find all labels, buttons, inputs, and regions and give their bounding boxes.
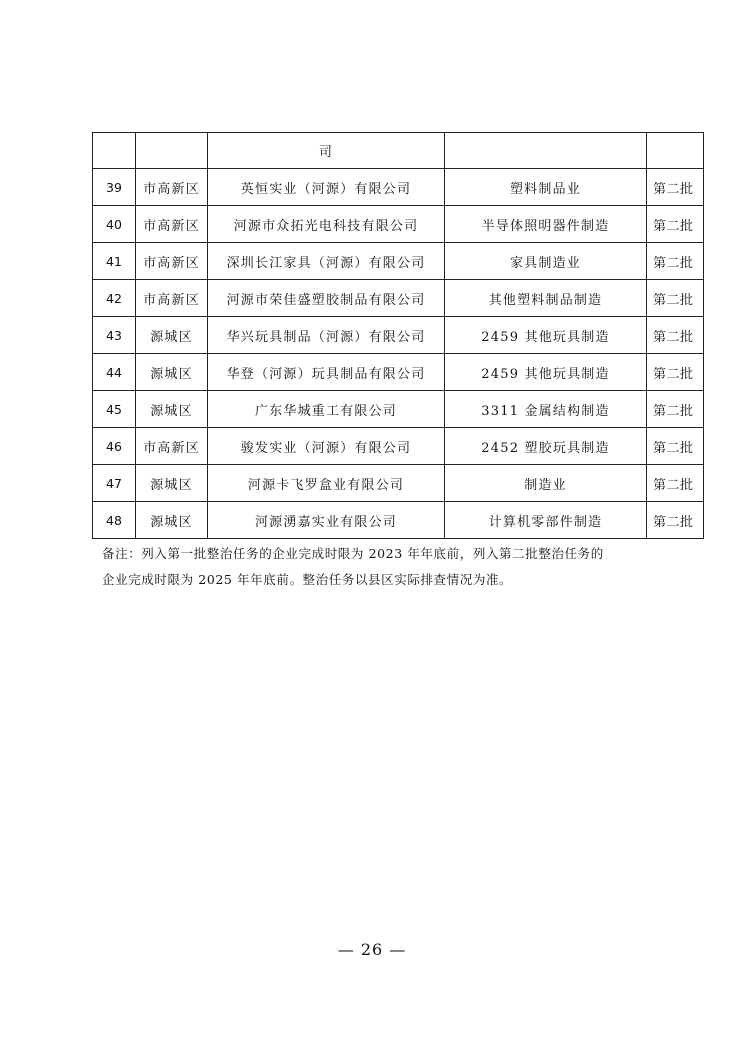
table-row [93, 169, 704, 206]
table-row [93, 243, 704, 280]
cell-company: 河源市荣佳盛塑胶制品有限公司 [208, 280, 445, 317]
cell-num: 41 [93, 243, 136, 280]
cell-district: 市高新区 [136, 243, 208, 280]
cell-batch: 第二批 [647, 391, 704, 428]
cell-district: 源城区 [136, 502, 208, 539]
page-number: — 26 — [337, 940, 407, 959]
cell-batch: 第二批 [647, 243, 704, 280]
cell-industry: 塑料制品业 [445, 169, 647, 206]
footnote [102, 541, 702, 593]
cell-district: 源城区 [136, 465, 208, 502]
footnote-line-1: 备注：列入第一批整治任务的企业完成时限为 2023 年年底前，列入第二批整治任务的 [102, 546, 604, 561]
cell-batch: 第二批 [647, 465, 704, 502]
cell-company: 华登（河源）玩具制品有限公司 [208, 354, 445, 391]
table-row [93, 465, 704, 502]
cell-batch: 第二批 [647, 428, 704, 465]
cell-industry: 3311 金属结构制造 [445, 391, 647, 428]
table-row [93, 428, 704, 465]
cell-num: 40 [93, 206, 136, 243]
cell-batch: 第二批 [647, 502, 704, 539]
enterprise-table [92, 132, 704, 539]
cell-company: 骏发实业（河源）有限公司 [208, 428, 445, 465]
cell-num: 45 [93, 391, 136, 428]
cell-district: 市高新区 [136, 280, 208, 317]
cell-num: 42 [93, 280, 136, 317]
cell-company: 英恒实业（河源）有限公司 [208, 169, 445, 206]
cell-batch: 第二批 [647, 354, 704, 391]
cell-num: 48 [93, 502, 136, 539]
table-row [93, 280, 704, 317]
cell-industry: 其他塑料制品制造 [445, 280, 647, 317]
cell-district: 市高新区 [136, 206, 208, 243]
cell-district: 市高新区 [136, 428, 208, 465]
cell-industry: 2459 其他玩具制造 [445, 354, 647, 391]
cell-industry [445, 133, 647, 169]
cell-batch: 第二批 [647, 206, 704, 243]
cell-industry: 家具制造业 [445, 243, 647, 280]
cell-district [136, 133, 208, 169]
cell-num: 46 [93, 428, 136, 465]
cell-district: 源城区 [136, 354, 208, 391]
cell-industry: 2459 其他玩具制造 [445, 317, 647, 354]
cell-district: 市高新区 [136, 169, 208, 206]
cell-company: 河源卡飞罗盒业有限公司 [208, 465, 445, 502]
cell-industry: 2452 塑胶玩具制造 [445, 428, 647, 465]
cell-num [93, 133, 136, 169]
table-row [93, 206, 704, 243]
table-row [93, 317, 704, 354]
cell-company: 广东华城重工有限公司 [208, 391, 445, 428]
table-body [93, 133, 704, 539]
table-row-continuation [93, 133, 704, 169]
table-row [93, 391, 704, 428]
cell-company: 深圳长江家具（河源）有限公司 [208, 243, 445, 280]
cell-company: 华兴玩具制品（河源）有限公司 [208, 317, 445, 354]
table-row [93, 354, 704, 391]
cell-batch [647, 133, 704, 169]
cell-industry: 计算机零部件制造 [445, 502, 647, 539]
cell-district: 源城区 [136, 317, 208, 354]
cell-batch: 第二批 [647, 280, 704, 317]
cell-num: 44 [93, 354, 136, 391]
cell-industry: 半导体照明器件制造 [445, 206, 647, 243]
cell-batch: 第二批 [647, 317, 704, 354]
cell-district: 源城区 [136, 391, 208, 428]
cell-num: 47 [93, 465, 136, 502]
cell-batch: 第二批 [647, 169, 704, 206]
table-row [93, 502, 704, 539]
cell-num: 43 [93, 317, 136, 354]
cell-industry: 制造业 [445, 465, 647, 502]
cell-num: 39 [93, 169, 136, 206]
cell-company: 河源市众拓光电科技有限公司 [208, 206, 445, 243]
cell-company: 河源湧嘉实业有限公司 [208, 502, 445, 539]
footnote-line-2: 企业完成时限为 2025 年年底前。整治任务以县区实际排查情况为准。 [102, 572, 513, 587]
cell-company: 司 [208, 133, 445, 169]
